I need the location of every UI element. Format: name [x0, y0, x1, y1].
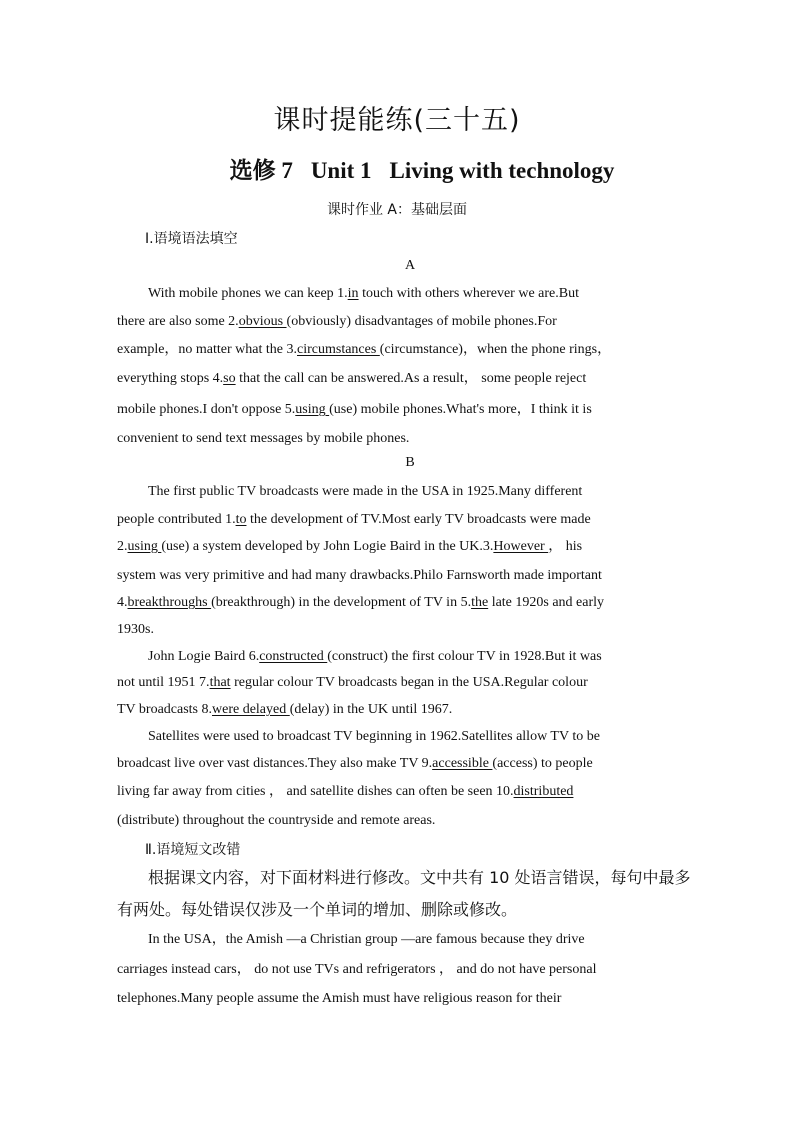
- part1-label: Ⅰ.语境语法填空: [145, 231, 238, 247]
- passage-b-line-7: [148, 648, 674, 666]
- answer-b-4: breakthroughs: [127, 595, 212, 610]
- text-run: 4.: [117, 595, 128, 610]
- page-subtitle: [0, 152, 794, 185]
- text-run: people contributed 1.: [117, 512, 236, 527]
- answer-b-3: However: [493, 539, 549, 554]
- text-run: (obviously) disadvantages of mobile phones.For: [286, 314, 557, 329]
- subtitle-module: 选修 7: [229, 158, 293, 183]
- passage-a-line-1: [148, 285, 674, 303]
- text-run: (circumstance)，when the phone rings，: [379, 342, 612, 357]
- text-run: not until 1951 7.: [117, 675, 210, 690]
- passage-b-line-11: [117, 755, 674, 773]
- passage-a-line-4: [117, 370, 674, 388]
- passage-b-line-5: [117, 594, 674, 612]
- text-run: (construct) the first colour TV in 1928.But it was: [327, 649, 602, 664]
- text-run: that the call can be answered.As a result， some people reject: [235, 371, 587, 386]
- text-run: John Logie Baird 6.: [148, 649, 260, 664]
- text-run: everything stops 4.: [117, 371, 224, 386]
- text-run: The first public TV broadcasts were made in the USA in 1925.Many different: [148, 484, 583, 499]
- text-run: 2.: [117, 539, 128, 554]
- text-run: (distribute) throughout the countryside and remote areas.: [117, 813, 436, 828]
- passage-a-line-2: [117, 313, 674, 331]
- subtitle-unit: Unit 1: [310, 158, 372, 183]
- answer-b-10: distributed: [513, 784, 574, 799]
- text-run: convenient to send text messages by mobile phones.: [117, 431, 410, 446]
- subtitle-topic: Living with technology: [389, 158, 615, 183]
- passage-a-letter: A: [404, 258, 416, 273]
- part2-label: Ⅱ.语境短文改错: [145, 842, 241, 858]
- text-run: Satellites were used to broadcast TV beginning in 1962.Satellites allow TV to be: [148, 729, 600, 744]
- passage-b-line-9: [117, 701, 674, 719]
- passage-b-letter: B: [405, 455, 415, 470]
- text-run: (breakthrough) in the development of TV in 5.: [211, 595, 472, 610]
- text-run: system was very primitive and had many drawbacks.Philo Farnsworth made important: [117, 568, 602, 583]
- passage-b-line-6: [117, 621, 674, 639]
- page-title: 课时提能练(三十五): [273, 105, 521, 136]
- passage-b-line-3: [117, 538, 674, 556]
- part2-text-line-3: telephones.Many people assume the Amish must have religious reason for their: [117, 991, 562, 1006]
- text-run: 1930s.: [117, 622, 154, 637]
- answer-b-1: to: [235, 512, 247, 527]
- part2-instruction-line-2: 有两处。每处错误仅涉及一个单词的增加、删除或修改。: [117, 900, 518, 919]
- text-run: (delay) in the UK until 1967.: [289, 702, 453, 717]
- answer-b-2: using: [127, 539, 162, 554]
- passage-b-line-8: [117, 674, 674, 692]
- text-run: With mobile phones we can keep 1.: [148, 286, 348, 301]
- passage-a-line-5: [117, 401, 674, 419]
- answer-b-5: the: [471, 595, 489, 610]
- text-run: example，no matter what the 3.: [117, 342, 297, 357]
- text-run: the development of TV.Most early TV broadcasts were made: [246, 512, 591, 527]
- text-run: ， his: [548, 539, 583, 554]
- answer-a-2: obvious: [238, 314, 287, 329]
- text-run: living far away from cities ， and satellite dishes can often be seen 10.: [117, 784, 514, 799]
- part2-instruction-line-1: 根据课文内容，对下面材料进行修改。文中共有 10 处语言错误，每句中最多: [148, 868, 691, 887]
- text-run: (use) mobile phones.What's more，I think it is: [329, 402, 592, 417]
- answer-b-7: that: [209, 675, 231, 690]
- text-run: broadcast live over vast distances.They also make TV 9.: [117, 756, 433, 771]
- passage-b-line-4: [117, 567, 674, 585]
- text-run: (access) to people: [492, 756, 593, 771]
- answer-b-8: were delayed: [212, 702, 290, 717]
- answer-a-5: using: [295, 402, 330, 417]
- answer-b-6: constructed: [259, 649, 328, 664]
- passage-a-line-3: [117, 341, 674, 359]
- passage-b-line-10: [148, 728, 674, 746]
- text-run: (use) a system developed by John Logie Baird in the UK.3.: [161, 539, 494, 554]
- passage-a-line-6: [117, 430, 674, 448]
- answer-a-3: circumstances: [297, 342, 380, 357]
- text-run: late 1920s and early: [488, 595, 605, 610]
- passage-b-line-12: [117, 783, 674, 801]
- section-title: 课时作业 A：基础层面: [326, 202, 468, 218]
- text-run: there are also some 2.: [117, 314, 239, 329]
- answer-b-9: accessible: [432, 756, 493, 771]
- text-run: touch with others wherever we are.But: [358, 286, 579, 301]
- part2-text-line-2: carriages instead cars， do not use TVs and refrigerators ， and do not have personal: [117, 962, 597, 977]
- answer-a-4: so: [223, 371, 236, 386]
- part2-text-line-1: In the USA，the Amish —a Christian group —are famous because they drive: [148, 932, 585, 947]
- text-run: TV broadcasts 8.: [117, 702, 212, 717]
- text-run: regular colour TV broadcasts began in the USA.Regular colour: [230, 675, 588, 690]
- passage-b-line-13: [117, 812, 674, 830]
- answer-a-1: in: [347, 286, 359, 301]
- passage-b-line-1: [148, 483, 674, 501]
- text-run: mobile phones.I don't oppose 5.: [117, 402, 296, 417]
- passage-b-line-2: [117, 511, 674, 529]
